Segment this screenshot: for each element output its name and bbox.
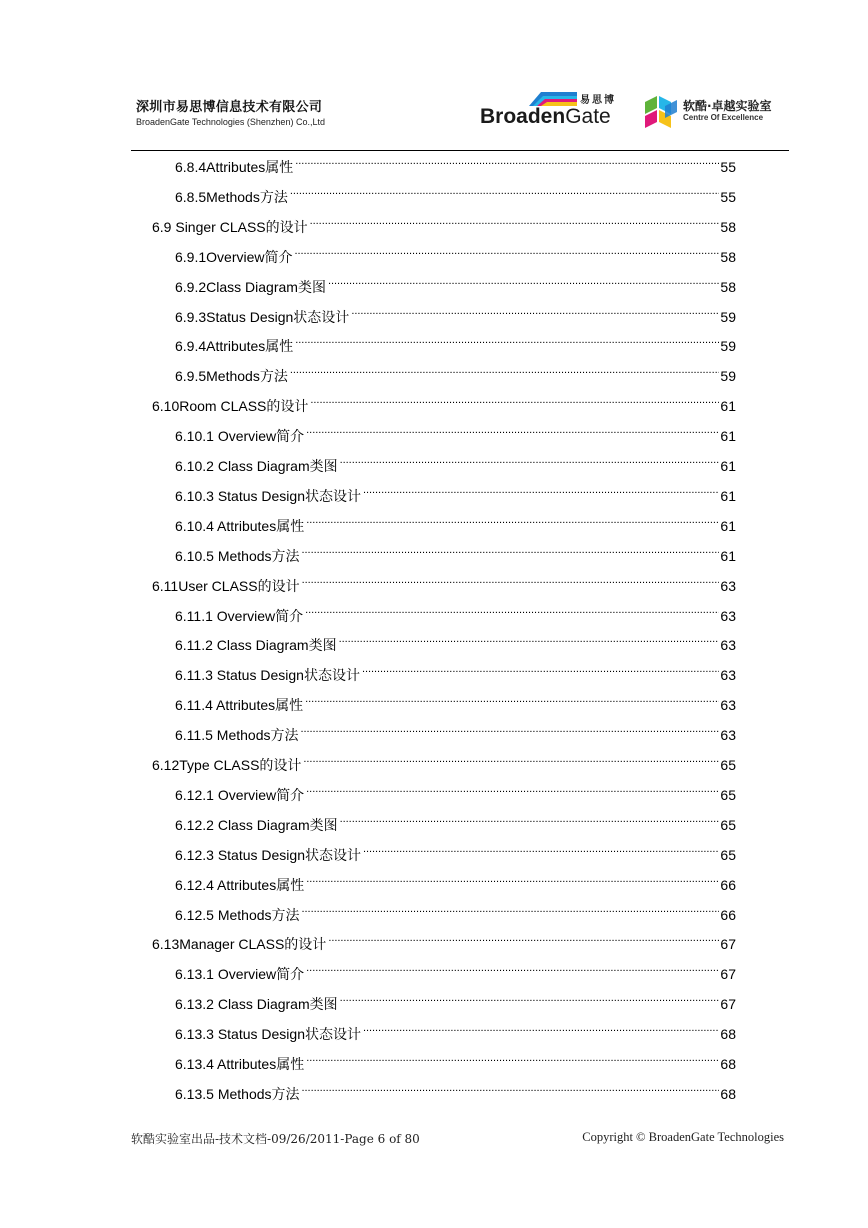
toc-entry-number: 6.8.4: [175, 159, 207, 175]
toc-entry-page: 55: [720, 188, 736, 205]
toc-entry-page: 67: [720, 966, 736, 983]
toc-entry-page: 58: [720, 248, 736, 265]
toc-entry-page: 59: [720, 308, 736, 325]
toc-entry-page: 65: [720, 816, 736, 833]
toc-entry-leader: [363, 838, 719, 860]
toc-entry-title: User CLASS的设计: [178, 577, 300, 594]
toc-entry-title: Overview简介: [212, 607, 304, 624]
toc-entry-number: 6.13.2: [175, 996, 214, 1013]
toc-entry[interactable]: [175, 987, 736, 1013]
toc-entry-title: Attributes属性: [206, 159, 294, 175]
toc-entry-leader: [306, 509, 719, 531]
toc-entry-title: Room CLASS的设计: [179, 398, 309, 415]
company-name-en: BroadenGate Technologies (Shenzhen) Co.,Ltd: [136, 117, 325, 127]
toc-entry-number: 6.12.1: [175, 786, 214, 803]
toc-entry[interactable]: [175, 628, 736, 654]
broadengate-logo-text-regular: Gate: [565, 105, 611, 128]
toc-entry-title: Methods方法: [212, 727, 299, 744]
toc-entry-page: 63: [720, 727, 736, 744]
toc-entry-title: Manager CLASS的设计: [179, 936, 327, 953]
toc-entry-page: 66: [720, 876, 736, 893]
coe-logo-en: Centre Of Excellence: [683, 113, 764, 122]
toc-entry[interactable]: [175, 1017, 736, 1043]
toc-entry-title: Methods方法: [213, 906, 300, 923]
broadengate-logo-text-bold: Broaden: [480, 105, 566, 128]
toc-entry-page: 61: [720, 517, 736, 534]
toc-entry-title: Attributes属性: [213, 1056, 305, 1072]
broadengate-logo-cn: 易思博: [580, 95, 616, 106]
toc-entry-page: 68: [720, 1026, 736, 1043]
toc-entry-page: 55: [720, 159, 736, 175]
toc-entry-title: Overview简介: [213, 966, 305, 983]
toc-entry-title: Class Diagram类图: [206, 278, 326, 295]
toc-entry-number: 6.13.4: [175, 1056, 214, 1072]
toc-entry-page: 61: [720, 547, 736, 564]
toc-entry-page: 67: [720, 936, 736, 953]
toc-entry[interactable]: [175, 658, 736, 684]
toc-entry-leader: [328, 270, 719, 292]
toc-entry-leader: [363, 479, 719, 501]
toc-entry-title: Status Design状态设计: [213, 846, 361, 863]
toc-entry-page: 61: [720, 398, 736, 415]
toc-entry-number: 6.12.4: [175, 876, 214, 893]
toc-entry-leader: [306, 778, 719, 800]
toc-entry-number: 6.9.1: [175, 248, 207, 265]
toc-entry-title: Overview简介: [213, 786, 305, 803]
toc-entry-title: Status Design状态设计: [212, 667, 360, 684]
toc-entry-page: 65: [720, 846, 736, 863]
toc-entry-title: Class Diagram类图: [213, 996, 338, 1013]
toc-entry-number: 6.13.5: [175, 1085, 214, 1102]
toc-entry[interactable]: [175, 509, 736, 534]
toc-entry[interactable]: [175, 599, 736, 624]
toc-entry-title: Class Diagram类图: [212, 637, 337, 654]
toc-entry[interactable]: [175, 868, 736, 893]
toc-entry-number: 6.13.1: [175, 966, 214, 983]
toc-entry[interactable]: [175, 808, 736, 833]
toc-entry[interactable]: [175, 898, 736, 923]
broadengate-logo-text: [480, 106, 611, 128]
toc-entry[interactable]: [175, 329, 736, 355]
toc-entry[interactable]: [175, 449, 736, 474]
coe-logo: [641, 94, 791, 128]
toc-entry-title: Type CLASS的设计: [179, 757, 302, 773]
toc-entry-leader: [295, 150, 719, 172]
toc-entry-leader: [290, 180, 720, 202]
toc-entry-page: 65: [720, 786, 736, 803]
toc-entry-title: Methods方法: [206, 188, 288, 205]
toc-entry-leader: [302, 1077, 720, 1099]
toc-entry-leader: [362, 658, 719, 680]
toc-entry-page: 58: [720, 278, 736, 295]
toc-entry-leader: [295, 240, 720, 262]
toc-entry-number: 6.12: [152, 757, 180, 773]
footer-copyright: Copyright © BroadenGate Technologies: [582, 1130, 784, 1144]
toc-entry-number: 6.10.5: [175, 547, 214, 564]
toc-entry-page: 61: [720, 428, 736, 445]
toc-entry-number: 6.10.3: [175, 487, 214, 504]
toc-entry-number: 6.13: [152, 936, 180, 953]
toc-entry-leader: [306, 868, 719, 890]
toc-entry-number: 6.13.3: [175, 1026, 214, 1043]
toc-entry[interactable]: [152, 748, 736, 773]
toc-entry[interactable]: [175, 539, 736, 564]
toc-entry-leader: [340, 808, 720, 830]
toc-entry[interactable]: [152, 927, 736, 953]
toc-entry[interactable]: [175, 957, 736, 983]
toc-entry[interactable]: [152, 569, 736, 594]
toc-entry[interactable]: [175, 479, 736, 504]
toc-entry-leader: [306, 419, 719, 441]
toc-entry-title: Class Diagram类图: [213, 816, 338, 833]
toc-entry-number: 6.9.5: [175, 368, 207, 385]
toc-entry-title: Class Diagram类图: [213, 458, 338, 474]
toc-entry-number: 6.8.5: [175, 188, 207, 205]
toc-entry-title: Methods方法: [213, 547, 300, 564]
toc-entry[interactable]: [175, 240, 736, 265]
toc-entry[interactable]: [175, 150, 736, 175]
toc-entry[interactable]: [152, 210, 736, 235]
toc-entry-title: Singer CLASS的设计: [171, 218, 308, 235]
toc-entry-number: 6.11.2: [175, 637, 213, 654]
toc-entry-page: 63: [720, 697, 736, 714]
toc-entry-title: Attributes属性: [213, 876, 305, 893]
coe-logo-cn: 软酷·卓越实验室: [683, 99, 772, 113]
toc-entry-leader: [310, 210, 720, 232]
toc-entry-number: 6.9.4: [175, 338, 207, 355]
toc-entry[interactable]: [175, 1047, 736, 1072]
toc-entry-number: 6.10.2: [175, 458, 214, 474]
toc-entry-number: 6.9.2: [175, 278, 207, 295]
toc-entry-page: 68: [720, 1085, 736, 1102]
footer-doc-info: 软酷实验室出品-技术文档-09/26/2011-Page 6 of 80: [131, 1132, 420, 1146]
coe-logo-mark-icon: [641, 94, 679, 128]
company-name-cn: 深圳市易思博信息技术有限公司: [136, 100, 323, 115]
toc-entry[interactable]: [152, 389, 736, 415]
toc-entry-leader: [340, 449, 720, 471]
toc-entry-page: 68: [720, 1056, 736, 1072]
toc-entry[interactable]: [175, 300, 736, 325]
toc-entry-number: 6.11.1: [175, 607, 213, 624]
toc-entry-title: Attributes属性: [206, 338, 294, 355]
toc-entry-page: 58: [720, 218, 736, 235]
toc-entry-title: Overview简介: [206, 248, 293, 265]
toc-entry-title: Status Design状态设计: [213, 487, 361, 504]
toc-entry[interactable]: [175, 718, 736, 744]
toc-entry-number: 6.11.3: [175, 667, 213, 684]
toc-entry-page: 61: [720, 487, 736, 504]
toc-entry-leader: [328, 927, 719, 949]
toc-entry[interactable]: [175, 270, 736, 295]
toc-entry-number: 6.10: [152, 398, 180, 415]
toc-entry-page: 63: [720, 577, 736, 594]
toc-entry-number: 6.11: [152, 577, 179, 594]
toc-entry-leader: [302, 569, 720, 591]
toc-entry-leader: [363, 1017, 719, 1039]
toc-entry-leader: [302, 539, 720, 561]
toc-entry-leader: [305, 688, 719, 710]
toc-entry-page: 63: [720, 607, 736, 624]
toc-entry-leader: [295, 329, 719, 351]
toc-entry-title: Status Design状态设计: [213, 1026, 361, 1043]
toc-entry-number: 6.11.4: [175, 697, 213, 714]
toc-entry-leader: [290, 359, 720, 381]
toc-entry-number: 6.9: [152, 218, 172, 235]
toc-entry[interactable]: [175, 1077, 736, 1102]
toc-entry-page: 65: [720, 757, 736, 773]
toc-entry-title: Status Design状态设计: [206, 308, 350, 325]
toc-entry[interactable]: [175, 359, 736, 385]
toc-entry-number: 6.10.1: [175, 428, 214, 445]
toc-entry-title: Methods方法: [206, 368, 288, 385]
toc-entry[interactable]: [175, 688, 736, 714]
broadengate-logo: [480, 86, 625, 130]
toc-entry-number: 6.12.5: [175, 906, 214, 923]
toc-entry-page: 66: [720, 906, 736, 923]
toc-entry-page: 67: [720, 996, 736, 1013]
toc-entry-title: Attributes属性: [213, 517, 305, 534]
toc-entry-number: 6.9.3: [175, 308, 207, 325]
toc-entry-number: 6.10.4: [175, 517, 214, 534]
toc-entry-leader: [306, 1047, 719, 1069]
toc-entry-leader: [351, 300, 719, 322]
toc-entry-page: 59: [720, 338, 736, 355]
toc-entry-leader: [300, 718, 719, 740]
toc-entry-leader: [339, 628, 720, 650]
company-name: [136, 100, 325, 128]
toc-entry-page: 59: [720, 368, 736, 385]
toc-entry-leader: [340, 987, 720, 1009]
toc-entry-number: 6.12.2: [175, 816, 214, 833]
toc-entry-leader: [310, 389, 719, 411]
toc-entry[interactable]: [175, 419, 736, 445]
toc-entry-page: 63: [720, 667, 736, 684]
toc-entry-page: 63: [720, 637, 736, 654]
toc-entry-leader: [306, 957, 719, 979]
toc-entry[interactable]: [175, 778, 736, 803]
toc-entry-leader: [305, 599, 719, 621]
page-header: [0, 0, 868, 152]
toc-entry-number: 6.12.3: [175, 846, 214, 863]
toc-entry-leader: [303, 748, 719, 770]
toc-entry-leader: [302, 898, 720, 920]
toc-entry-title: Methods方法: [213, 1085, 300, 1102]
toc-entry-title: Overview简介: [213, 428, 305, 445]
toc-entry[interactable]: [175, 180, 736, 205]
toc-entry[interactable]: [175, 838, 736, 863]
toc-entry-title: Attributes属性: [212, 697, 304, 714]
toc-entry-page: 61: [720, 458, 736, 474]
toc-entry-number: 6.11.5: [175, 727, 213, 744]
